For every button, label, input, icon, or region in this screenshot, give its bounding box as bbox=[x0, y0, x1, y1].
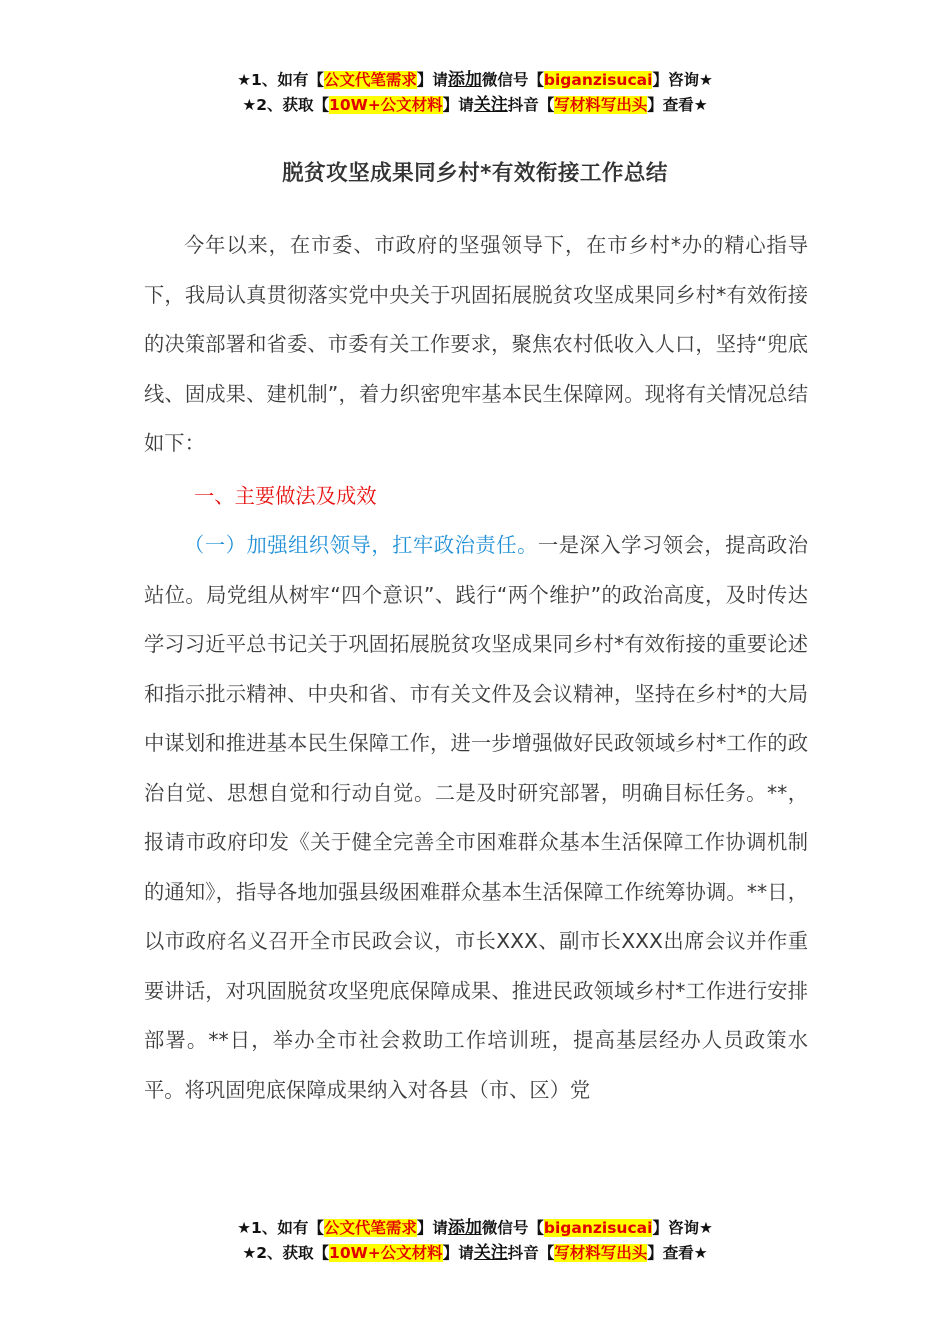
intro-paragraph: 今年以来，在市委、市政府的坚强领导下，在市乡村*办的精心指导下，我局认真贯彻落实党中央关于巩固拓展脱贫攻坚成果同乡村*有效衔接的决策部署和省委、市委有关工作要求，聚焦农村低收入人口，坚持“兜底线、固成果、建机制”，着力织密兜牢基本民生保障网。现将有关情况总结如下： bbox=[144, 233, 808, 455]
highlight-materials: 10W+公文材料 bbox=[329, 1244, 443, 1262]
banner-line-2 bbox=[0, 93, 950, 118]
banner-line-1 bbox=[0, 68, 950, 93]
emphasis-text: 关注 bbox=[473, 1243, 508, 1263]
banner-text: 】请 bbox=[442, 96, 474, 114]
banner-text: 】请 bbox=[416, 1219, 448, 1237]
banner-text: ★2、获取【 bbox=[242, 1244, 330, 1262]
emphasis-text: 添加 bbox=[447, 70, 482, 90]
banner-text: 】查看★ bbox=[647, 96, 708, 114]
subsection-heading: （一）加强组织领导，扛牢政治责任。 bbox=[184, 533, 538, 557]
banner-text: 】请 bbox=[416, 71, 448, 89]
banner-text: 抖音【 bbox=[507, 96, 555, 114]
banner-text: 微信号【 bbox=[481, 1219, 544, 1237]
banner-text: 】查看★ bbox=[647, 1244, 708, 1262]
section-heading: 一、主要做法及成效 bbox=[194, 484, 377, 508]
banner-text: ★1、如有【 bbox=[237, 71, 324, 89]
highlight-wechat-id: biganzisucai bbox=[543, 71, 653, 89]
banner-text: 】请 bbox=[442, 1244, 474, 1262]
banner-text: ★2、获取【 bbox=[242, 96, 330, 114]
banner-text: 】咨询★ bbox=[652, 71, 713, 89]
paragraph-text: 一是深入学习领会，提高政治站位。局党组从树牢“四个意识”、践行“两个维护”的政治高度，及时传达学习习近平总书记关于巩固拓展脱贫攻坚成果同乡村*有效衔接的重要论述和指示批示精神、中央和省、市有关文件及会议精神，坚持在乡村*的大局中谋划和推进基本民生保障工作，进一步增强做好民政领域乡村*工作的政治自觉、思想自觉和行动自觉。二是及时研究部署，明确目标任务。**，报请市政府印发《关于健全完善全市困难群众基本生活保障工作协调机制的通知》，指导各地加强县级困难群众基本生活保障工作统筹协调。**日，以市政府名义召开全市民政会议，市长XXX、副市长XXX出席会议并作重要讲话，对巩固脱贫攻坚兜底保障成果、推进民政领域乡村*工作进行安排部署。**日，举办全市社会救助工作培训班，提高基层经办人员政策水平。将巩固兜底保障成果纳入对各县（市、区）党 bbox=[144, 533, 808, 1102]
highlight-materials: 10W+公文材料 bbox=[329, 96, 443, 114]
banner-text: 微信号【 bbox=[481, 71, 544, 89]
banner-text: ★1、如有【 bbox=[237, 1219, 324, 1237]
highlight-douyin-id: 写材料写出头 bbox=[554, 96, 648, 114]
document-title: 脱贫攻坚成果同乡村*有效衔接工作总结 bbox=[282, 161, 668, 186]
main-paragraph bbox=[144, 521, 808, 1115]
highlight-douyin-id: 写材料写出头 bbox=[554, 1244, 648, 1262]
header-banner bbox=[0, 68, 950, 118]
footer-banner bbox=[0, 1216, 950, 1266]
banner-text: 抖音【 bbox=[507, 1244, 555, 1262]
banner-line-2 bbox=[0, 1241, 950, 1266]
banner-line-1 bbox=[0, 1216, 950, 1241]
highlight-service: 公文代笔需求 bbox=[323, 1219, 417, 1237]
emphasis-text: 添加 bbox=[447, 1218, 482, 1238]
highlight-service: 公文代笔需求 bbox=[323, 71, 417, 89]
banner-text: 】咨询★ bbox=[652, 1219, 713, 1237]
emphasis-text: 关注 bbox=[473, 95, 508, 115]
highlight-wechat-id: biganzisucai bbox=[543, 1219, 653, 1237]
